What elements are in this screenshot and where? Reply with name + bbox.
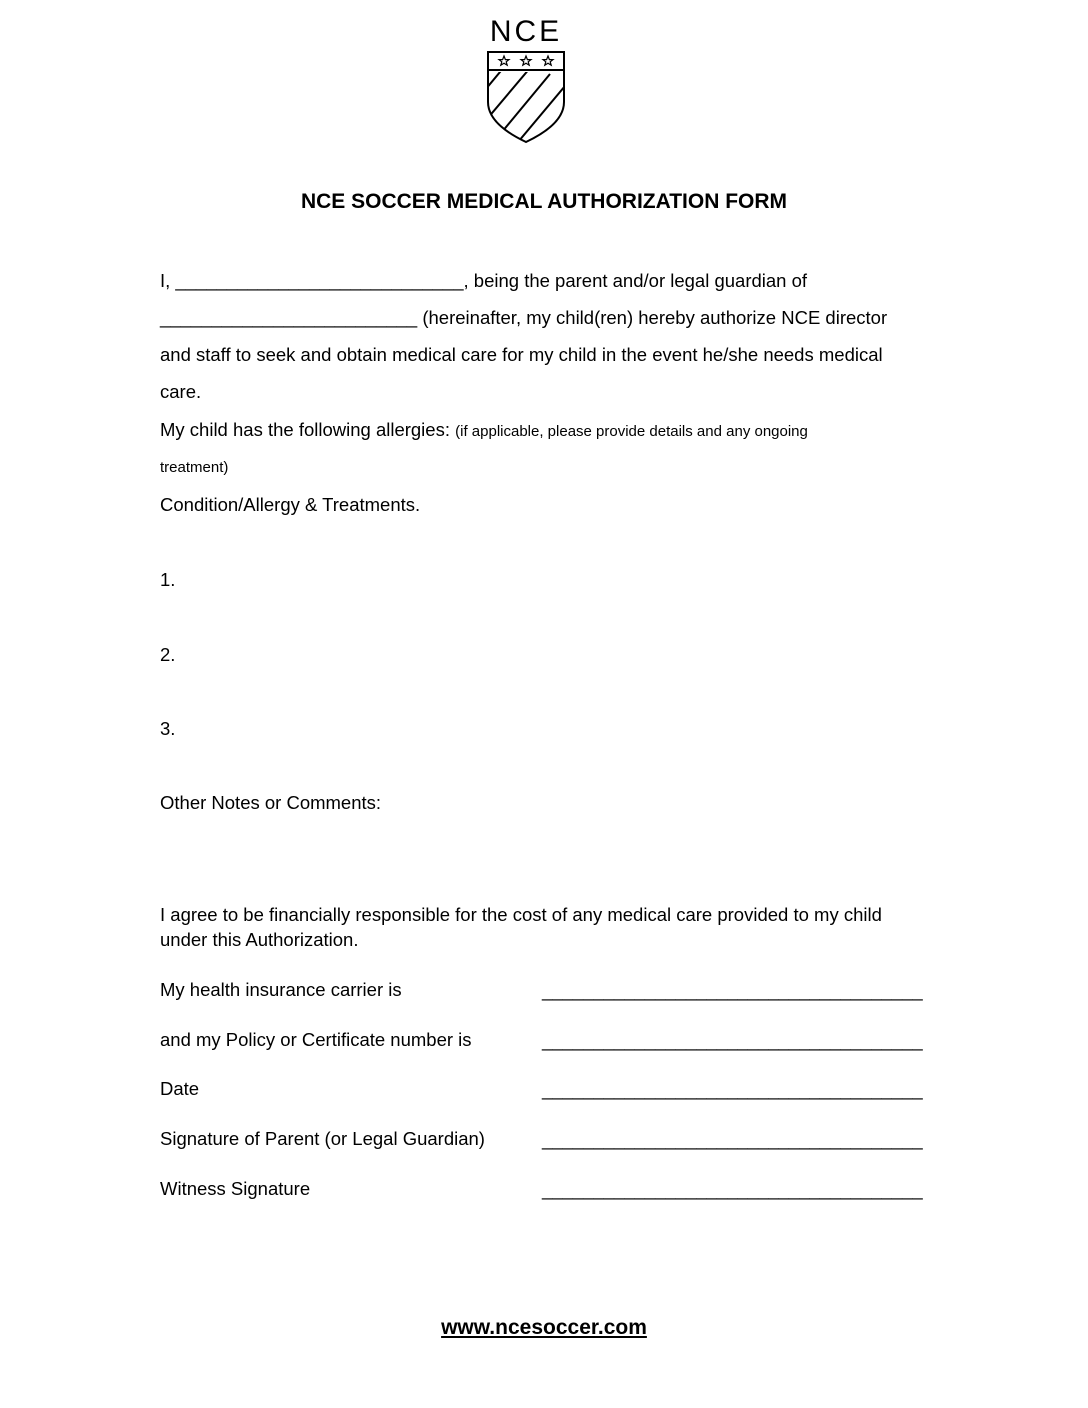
notes-label: Other Notes or Comments:: [160, 792, 382, 813]
parent-signature-label: Signature of Parent (or Legal Guardian): [160, 1128, 485, 1149]
website-link[interactable]: www.ncesoccer.com: [441, 1316, 647, 1339]
intro-line-4: care.: [160, 381, 202, 402]
policy-number-label: and my Policy or Certificate number is: [160, 1029, 472, 1050]
witness-signature-label: Witness Signature: [160, 1178, 311, 1199]
allergy-item-1: 1.: [160, 569, 176, 590]
logo-text: NCE: [489, 15, 563, 48]
intro-line-2: _________________________ (hereinafter, my child(ren) hereby authorize NCE director: [160, 307, 888, 328]
intro-line-3: and staff to seek and obtain medical care for my child in the event he/she needs medical: [160, 344, 883, 365]
nce-logo: [480, 16, 572, 146]
date-field[interactable]: _____________________________________: [542, 1079, 923, 1100]
witness-signature-field[interactable]: _____________________________________: [542, 1179, 923, 1200]
allergies-line: [160, 419, 808, 441]
form-title: NCE SOCCER MEDICAL AUTHORIZATION FORM: [300, 190, 788, 213]
allergies-heading: Condition/Allergy & Treatments.: [160, 494, 421, 515]
allergies-note: (if applicable, please provide details and any ongoing: [455, 423, 808, 440]
allergies-label: My child has the following allergies:: [160, 419, 450, 440]
agreement-line-2: under this Authorization.: [160, 929, 359, 950]
date-label: Date: [160, 1078, 200, 1099]
parent-signature-field[interactable]: _____________________________________: [542, 1129, 923, 1150]
allergy-item-3: 3.: [160, 718, 176, 739]
agreement-line-1: I agree to be financially responsible for the cost of any medical care provided to my child: [160, 904, 882, 925]
insurance-carrier-field[interactable]: _____________________________________: [542, 980, 923, 1001]
allergy-item-2: 2.: [160, 644, 176, 665]
allergies-note-2: treatment): [160, 459, 229, 476]
intro-line-1: I, ____________________________, being the parent and/or legal guardian of: [160, 270, 808, 291]
shield-icon: [480, 50, 572, 146]
policy-number-field[interactable]: _____________________________________: [542, 1030, 923, 1051]
insurance-carrier-label: My health insurance carrier is: [160, 979, 402, 1000]
